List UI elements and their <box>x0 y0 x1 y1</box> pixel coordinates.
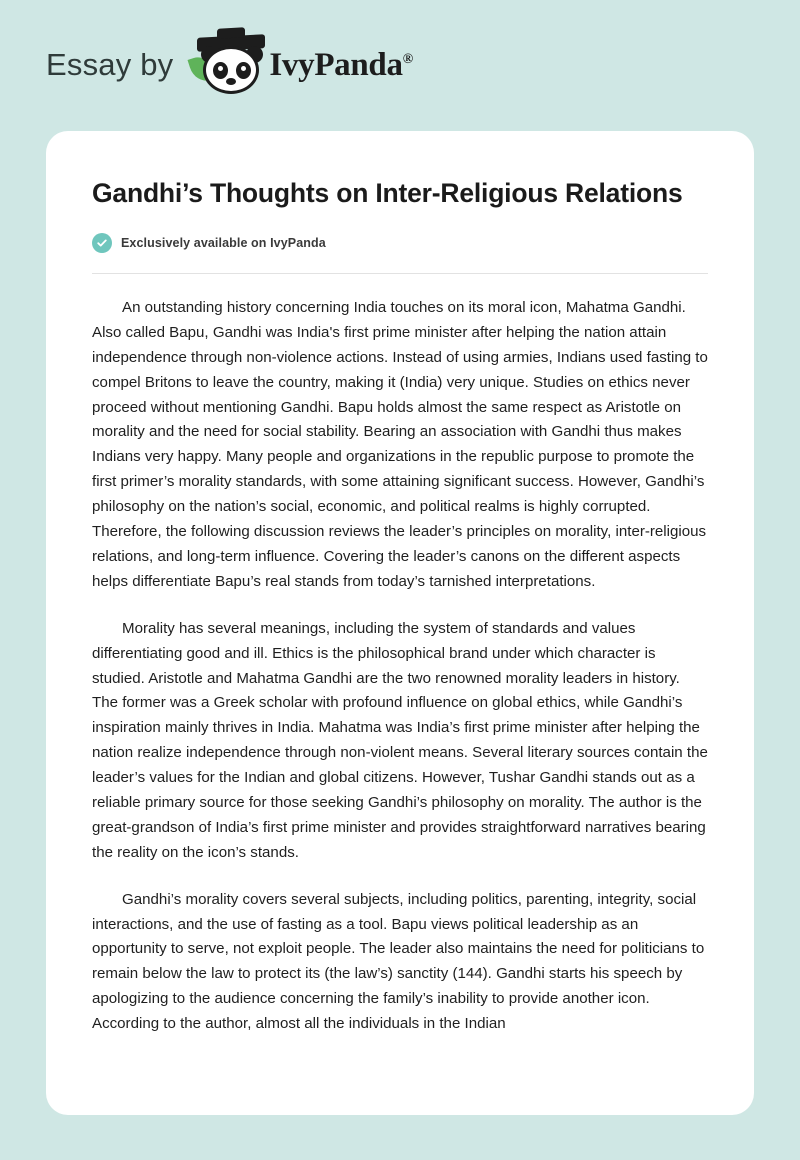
brand-name <box>269 47 412 84</box>
essay-by-label: Essay by <box>46 47 174 82</box>
ivypanda-panda-logo-icon <box>189 34 273 96</box>
ivypanda-logo[interactable] <box>189 34 412 96</box>
registered-trademark-mark: ® <box>402 51 413 67</box>
page-title: Gandhi’s Thoughts on Inter-Religious Relations <box>92 178 683 208</box>
essay-card <box>46 131 754 1115</box>
header-divider <box>92 273 708 274</box>
paragraph: An outstanding history concerning India touches on its moral icon, Mahatma Gandhi. Also called Bapu, Gandhi was India's first prime minister after helping the nation attain independence through non-violence actions. Instead of using armies, Indians used fasting to compel Britons to leave the country, making it (India) very unique. Studies on ethics never proceed without mentioning Gandhi. Bapu holds almost the same respect as Aristotle on morality and the need for social stability. Bearing an association with Gandhi thus makes Indians very happy. Many people and organizations in the republic purpose to promote the first primer’s morality standards, with some attaining significant success. However, Gandhi’s philosophy on the nation’s social, economic, and political realms is highly corrupted. Therefore, the following discussion reviews the leader’s principles on morality, inter-religious relations, and long-term influence. Covering the leader’s canons on the different aspects helps differentiate Bapu’s real stands from today’s tarnished interpretations. <box>92 299 708 590</box>
paragraph: Gandhi’s morality covers several subjects, including politics, parenting, integrity, social interactions, and the use of fasting as a tool. Bapu views political leadership as an opportunity to serve, not exploit people. The leader also maintains the need for politicians to remain below the law to protect its (the law’s) sanctity (144). Gandhi starts his speech by apologizing to the audience concerning the family’s inability to provide another icon. According to the author, almost all the individuals in the Indian <box>92 890 705 1033</box>
site-header <box>0 0 800 90</box>
essay-body <box>92 296 708 1037</box>
status-badge-label: Exclusively available on IvyPanda <box>121 236 326 251</box>
brand-name-text: IvyPanda <box>269 46 403 83</box>
exclusive-badge <box>92 233 708 253</box>
paragraph: Morality has several meanings, including the system of standards and values differentiating good and ill. Ethics is the philosophical brand under which character is studied. Aristotle and Mahatma Gandhi are the two renowned morality leaders in history. The former was a Greek scholar with profound influence on global ethics, while Gandhi’s inspiration mainly thrives in India. Mahatma was India’s first prime minister after helping the nation realize independence through non-violent means. Several literary sources contain the leader’s values for the Indian and global citizens. However, Tushar Gandhi stands out as a reliable primary source for those seeking Gandhi’s philosophy on morality. The author is the great-grandson of India’s first prime minister and provides straightforward narratives bearing the reality on the icon’s stands. <box>92 619 708 861</box>
check-circle-icon <box>92 233 112 253</box>
